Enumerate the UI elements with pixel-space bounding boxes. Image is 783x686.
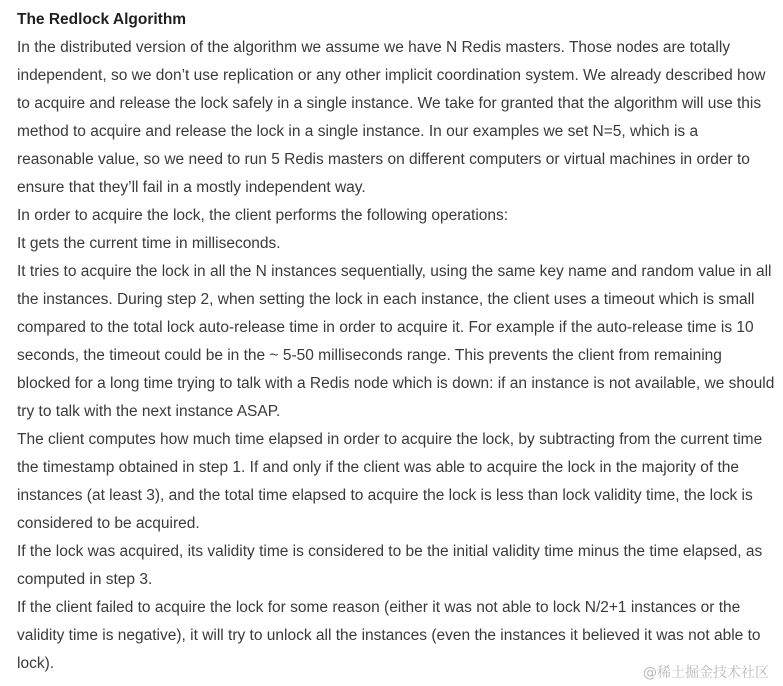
- watermark: @稀土掘金技术社区: [643, 665, 769, 681]
- article-title: The Redlock Algorithm: [17, 11, 187, 28]
- paragraph-step-4: If the lock was acquired, its validity time is considered to be the initial validity time minus the time elapsed, as computed in step 3.: [17, 543, 763, 588]
- paragraph-intro: In the distributed version of the algorithm we assume we have N Redis masters. Those nodes are totally independent, so we don’t use replication or any other implicit coordination system. We already described how to acquire and release the lock safely in a single instance. We take for granted that the algorithm will use this method to acquire and release the lock in a single instance. In our examples we set N=5, which is a reasonable value, so we need to run 5 Redis masters on different computers or virtual machines in order to ensure that they’ll fail in a mostly independent way.: [17, 39, 766, 196]
- paragraph-step-1: It gets the current time in milliseconds.: [17, 235, 281, 252]
- paragraph-step-3: The client computes how much time elapsed in order to acquire the lock, by subtracting from the current time the timestamp obtained in step 1. If and only if the client was able to acquire the lock in the majority of the instances (at least 3), and the total time elapsed to acquire the lock is less than lock validity time, the lock is considered to be acquired.: [17, 431, 763, 532]
- paragraph-operations-intro: In order to acquire the lock, the client performs the following operations:: [17, 207, 509, 224]
- paragraph-step-2: It tries to acquire the lock in all the N instances sequentially, using the same key name and random value in all the instances. During step 2, when setting the lock in each instance, the client uses a timeout which is small compared to the total lock auto-release time in order to acquire it. For example if the auto-release time is 10 seconds, the timeout could be in the ~ 5-50 milliseconds range. This prevents the client from remaining blocked for a long time trying to talk with a Redis node which is down: if an instance is not available, we should try to talk with the next instance ASAP.: [17, 263, 775, 420]
- paragraph-step-5: If the client failed to acquire the lock for some reason (either it was not able to lock N/2+1 instances or the validity time is negative), it will try to unlock all the instances (even the instances it believed it was not able to lock).: [17, 599, 761, 672]
- article: [17, 6, 777, 678]
